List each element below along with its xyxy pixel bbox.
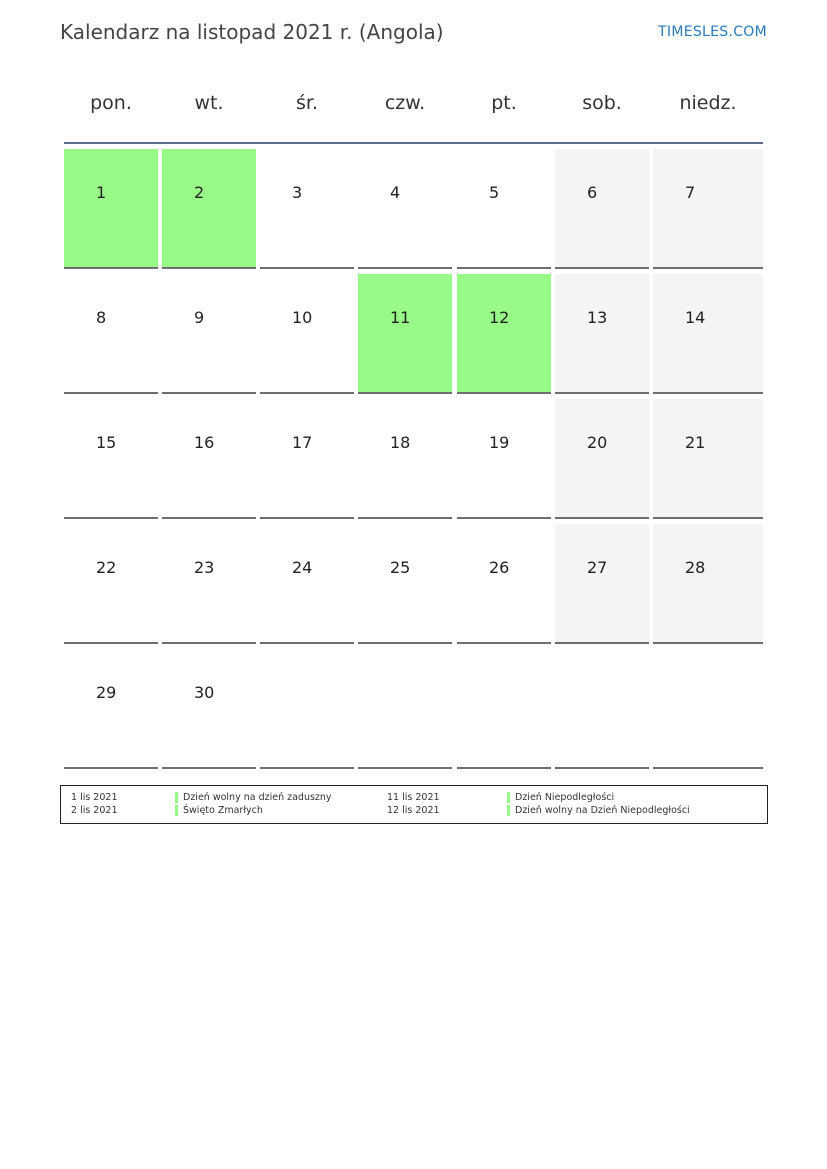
empty-day-cell: [260, 649, 354, 769]
day-cell-17: [260, 399, 354, 519]
day-cell-6: [555, 149, 649, 269]
day-number: 17: [292, 433, 313, 452]
day-number: 30: [194, 683, 215, 702]
day-cell-29: [64, 649, 158, 769]
day-cell-30: [162, 649, 256, 769]
day-number: 9: [194, 308, 205, 327]
legend-holiday-marker: [507, 792, 510, 803]
weekday-wed: śr.: [295, 92, 318, 114]
day-cell-15: [64, 399, 158, 519]
day-cell-22: [64, 524, 158, 644]
day-cell-24: [260, 524, 354, 644]
legend-name-3: Dzień Niepodległości: [515, 792, 615, 803]
day-number: 15: [96, 433, 117, 452]
day-cell-4: [358, 149, 452, 269]
day-number: 24: [292, 558, 313, 577]
weekday-fri: pt.: [491, 92, 517, 114]
day-number: 12: [489, 308, 510, 327]
day-number: 8: [96, 308, 107, 327]
weekday-mon: pon.: [90, 92, 132, 114]
day-number: 14: [685, 308, 706, 327]
day-number: 4: [390, 183, 401, 202]
legend-holiday-marker: [175, 792, 178, 803]
day-cell-12: [457, 274, 551, 394]
day-number: 23: [194, 558, 215, 577]
day-number: 13: [587, 308, 608, 327]
empty-day-cell: [358, 649, 452, 769]
day-number: 27: [587, 558, 608, 577]
weekday-thu: czw.: [384, 92, 426, 114]
day-cell-21: [653, 399, 763, 519]
day-cell-1: [64, 149, 158, 269]
day-cell-18: [358, 399, 452, 519]
day-cell-19: [457, 399, 551, 519]
day-number: 1: [96, 183, 107, 202]
day-number: 5: [489, 183, 500, 202]
day-cell-3: [260, 149, 354, 269]
day-number: 21: [685, 433, 706, 452]
legend-holiday-marker: [175, 805, 178, 816]
day-number: 20: [587, 433, 608, 452]
day-number: 25: [390, 558, 411, 577]
day-cell-28: [653, 524, 763, 644]
day-cell-11: [358, 274, 452, 394]
legend-name-2: Święto Zmarłych: [183, 805, 263, 816]
day-cell-2: [162, 149, 256, 269]
weekday-sun: niedz.: [679, 92, 737, 114]
legend-date-1: 1 lis 2021: [71, 792, 118, 803]
day-cell-9: [162, 274, 256, 394]
day-number: 11: [390, 308, 411, 327]
weekday-tue: wt.: [194, 92, 224, 114]
weekday-sat: sob.: [582, 92, 622, 114]
holiday-legend: [60, 785, 768, 824]
day-cell-10: [260, 274, 354, 394]
empty-day-cell: [457, 649, 551, 769]
day-number: 19: [489, 433, 510, 452]
day-number: 16: [194, 433, 215, 452]
day-number: 6: [587, 183, 598, 202]
day-number: 28: [685, 558, 706, 577]
legend-date-2: 2 lis 2021: [71, 805, 118, 816]
day-cell-5: [457, 149, 551, 269]
day-cell-23: [162, 524, 256, 644]
day-number: 18: [390, 433, 411, 452]
page-title: Kalendarz na listopad 2021 r. (Angola): [60, 20, 444, 44]
legend-date-4: 12 lis 2021: [387, 805, 440, 816]
empty-day-cell: [653, 649, 763, 769]
day-cell-27: [555, 524, 649, 644]
day-cell-20: [555, 399, 649, 519]
brand-link[interactable]: TIMESLES.COM: [658, 24, 767, 40]
empty-day-cell: [555, 649, 649, 769]
day-number: 10: [292, 308, 313, 327]
day-number: 29: [96, 683, 117, 702]
day-cell-14: [653, 274, 763, 394]
day-cell-26: [457, 524, 551, 644]
day-cell-8: [64, 274, 158, 394]
day-number: 7: [685, 183, 696, 202]
day-cell-13: [555, 274, 649, 394]
day-number: 26: [489, 558, 510, 577]
legend-name-1: Dzień wolny na dzień zaduszny: [183, 792, 332, 803]
legend-date-3: 11 lis 2021: [387, 792, 440, 803]
day-cell-25: [358, 524, 452, 644]
legend-holiday-marker: [507, 805, 510, 816]
day-number: 2: [194, 183, 205, 202]
day-cell-7: [653, 149, 763, 269]
day-number: 3: [292, 183, 303, 202]
day-number: 22: [96, 558, 117, 577]
day-cell-16: [162, 399, 256, 519]
legend-name-4: Dzień wolny na Dzień Niepodległości: [515, 805, 690, 816]
